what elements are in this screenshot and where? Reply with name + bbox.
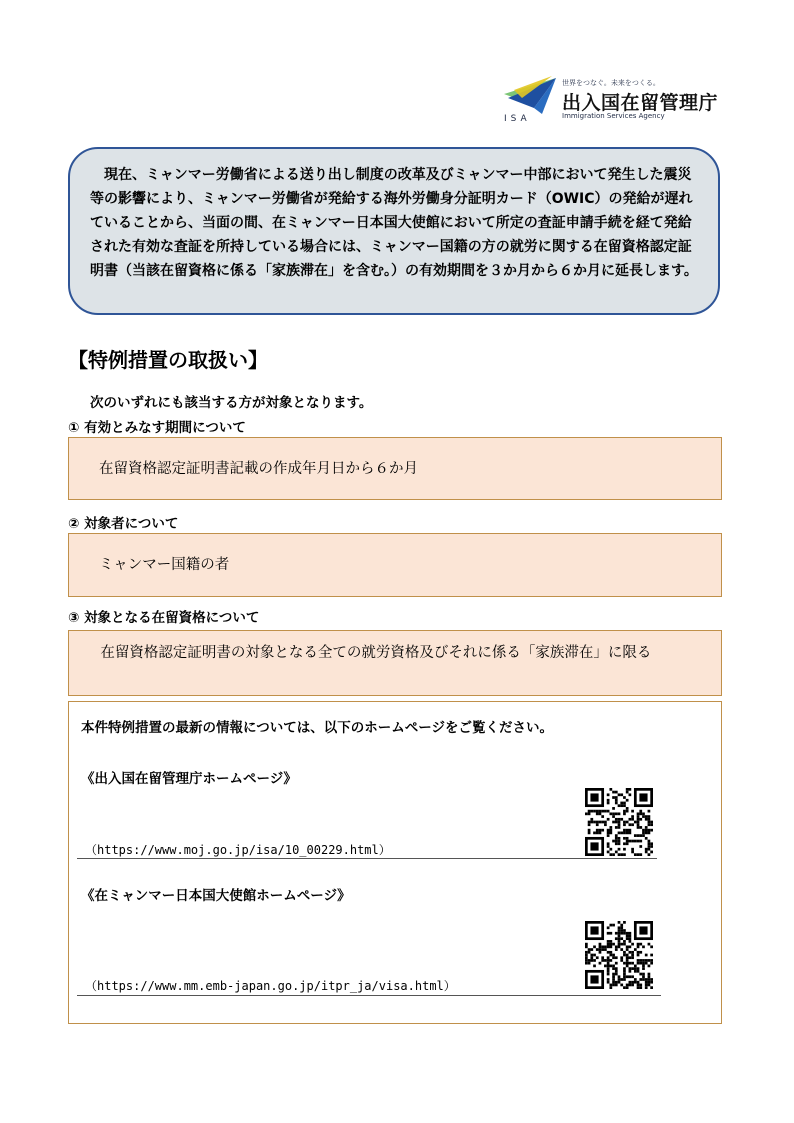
logo-tagline: 世界をつなぐ。未来をつくる。	[562, 79, 660, 87]
notice-box	[68, 147, 720, 315]
agency-name-english: Immigration Services Agency	[562, 112, 665, 120]
logo-letters: ISA	[504, 114, 531, 124]
qr-code-icon	[585, 921, 653, 989]
agency-logo	[504, 76, 724, 126]
intro-text: 次のいずれにも該当する方が対象となります。	[90, 395, 373, 411]
qr-code-icon	[585, 788, 653, 856]
item-box-target: ミャンマー国籍の者	[68, 533, 722, 597]
link-title-embassy: 《在ミャンマー日本国大使館ホームページ》	[81, 888, 351, 904]
link-url-isa[interactable]: （https://www.moj.go.jp/isa/10_00229.html）	[85, 843, 391, 857]
section-title: 【特例措置の取扱い】	[68, 348, 268, 372]
info-lead: 本件特例措置の最新の情報については、以下のホームページをご覧ください。	[81, 720, 553, 736]
item-heading-period: ① 有効とみなす期間について	[68, 420, 246, 436]
agency-name: 出入国在留管理庁	[562, 92, 719, 114]
divider	[77, 858, 657, 859]
item-box-status: 在留資格認定証明書の対象となる全ての就労資格及びそれに係る「家族滞在」に限る	[68, 630, 722, 696]
item-box-period: 在留資格認定証明書記載の作成年月日から６か月	[68, 437, 722, 500]
item-heading-status: ③ 対象となる在留資格について	[68, 610, 260, 626]
notice-text: 現在、ミャンマー労働省による送り出し制度の改革及びミャンマー中部において発生した震災等の影響により、ミャンマー労働省が発給する海外労働身分証明カード（OWIC）の発給が遅れていることから、当面の間、在ミャンマー日本国大使館において所定の査証申請手続を経て発給された有効な査証を所持している場合には、ミャンマー国籍の方の就労に関する在留資格認定証明書（当該在留資格に係る「家族滞在」を含む。）の有効期間を３か月から６か月に延長します。	[90, 167, 698, 279]
divider	[77, 995, 661, 996]
link-url-embassy[interactable]: （https://www.mm.emb-japan.go.jp/itpr_ja/visa.html）	[85, 979, 456, 993]
link-title-isa: 《出入国在留管理庁ホームページ》	[81, 771, 297, 787]
item-heading-target: ② 対象者について	[68, 516, 179, 532]
info-box	[68, 701, 722, 1024]
